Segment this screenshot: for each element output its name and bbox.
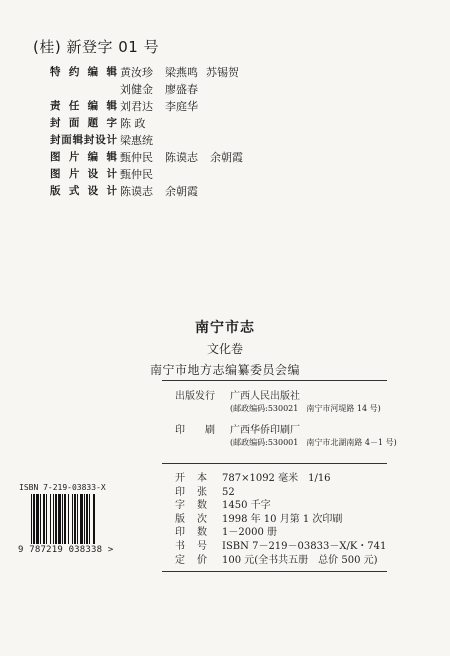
staff-role: 图片编辑 <box>50 151 117 163</box>
printer-name: 广西华侨印刷厂 <box>230 425 300 436</box>
spec-label: 开本 <box>175 473 207 484</box>
spec-value: ISBN 7－219－03833－X/K・741 <box>222 540 387 552</box>
staff-role: 图片设计 <box>50 168 117 180</box>
staff-role: 特约编辑 <box>50 66 117 78</box>
spec-label: 印数 <box>175 527 207 539</box>
barcode-bars <box>31 494 123 546</box>
staff-name: 甄仲民 <box>120 168 153 181</box>
staff-role: 版式设计 <box>50 185 117 197</box>
publisher-name: 广西人民出版社 <box>230 391 300 402</box>
staff-name: 梁燕鸣 <box>165 66 198 79</box>
staff-name: 陈谟志 <box>165 151 198 164</box>
staff-name: 苏锡贺 <box>206 66 239 79</box>
staff-role: 封面题字 <box>50 117 117 129</box>
spec-label: 定价 <box>175 554 207 566</box>
spec-label: 版次 <box>175 513 207 525</box>
registration-number: (桂) 新登字 01 号 <box>33 38 160 56</box>
spec-label: 印张 <box>175 486 207 498</box>
staff-name: 刘健金 <box>120 83 153 96</box>
isbn-barcode <box>18 483 129 557</box>
publisher-address: (邮政编码:530021 南宁市河堤路 14 号) <box>230 404 381 413</box>
book-compiler: 南宁市地方志编纂委员会编 <box>149 363 300 377</box>
staff-role: 封面辑封设计 <box>50 134 117 146</box>
staff-name: 黄汝珍 <box>120 66 153 79</box>
divider-middle <box>162 463 387 464</box>
publisher-label: 出版发行 <box>175 391 215 402</box>
staff-name: 陈谟志 <box>120 185 153 198</box>
staff-role: 责任编辑 <box>50 100 117 112</box>
printer-label: 印 刷 <box>175 425 215 436</box>
spec-value: 1－2000 册 <box>222 527 277 539</box>
staff-name: 梁惠统 <box>120 134 153 147</box>
spec-value: 1998 年 10 月第 1 次印刷 <box>222 513 343 525</box>
barcode-isbn-label: ISBN 7-219-03833-X <box>19 483 106 492</box>
spec-value: 100 元(全书共五册 总价 500 元) <box>222 554 378 566</box>
spec-label: 字数 <box>175 500 207 512</box>
divider-bottom <box>162 571 387 572</box>
spec-value: 1450 千字 <box>222 500 271 512</box>
spec-value: 787×1092 毫米 1/16 <box>222 473 331 484</box>
staff-name: 甄仲民 <box>120 151 153 164</box>
staff-name: 陈 政 <box>120 117 146 130</box>
divider-top <box>162 380 387 381</box>
staff-name: 李庭华 <box>165 100 198 113</box>
staff-name: 余朝霞 <box>165 185 198 198</box>
book-subtitle: 文化卷 <box>206 342 243 356</box>
printer-address: (邮政编码:530001 南宁市北湖南路 4－1 号) <box>230 438 397 447</box>
spec-value: 52 <box>222 486 235 498</box>
spec-label: 书号 <box>175 540 207 552</box>
staff-name: 余朝霞 <box>210 151 243 164</box>
staff-name: 廖盛春 <box>165 83 198 96</box>
barcode-digits: 9 787219 038338 > <box>18 545 114 555</box>
book-title: 南宁市志 <box>195 320 255 336</box>
staff-name: 刘君达 <box>120 100 153 113</box>
